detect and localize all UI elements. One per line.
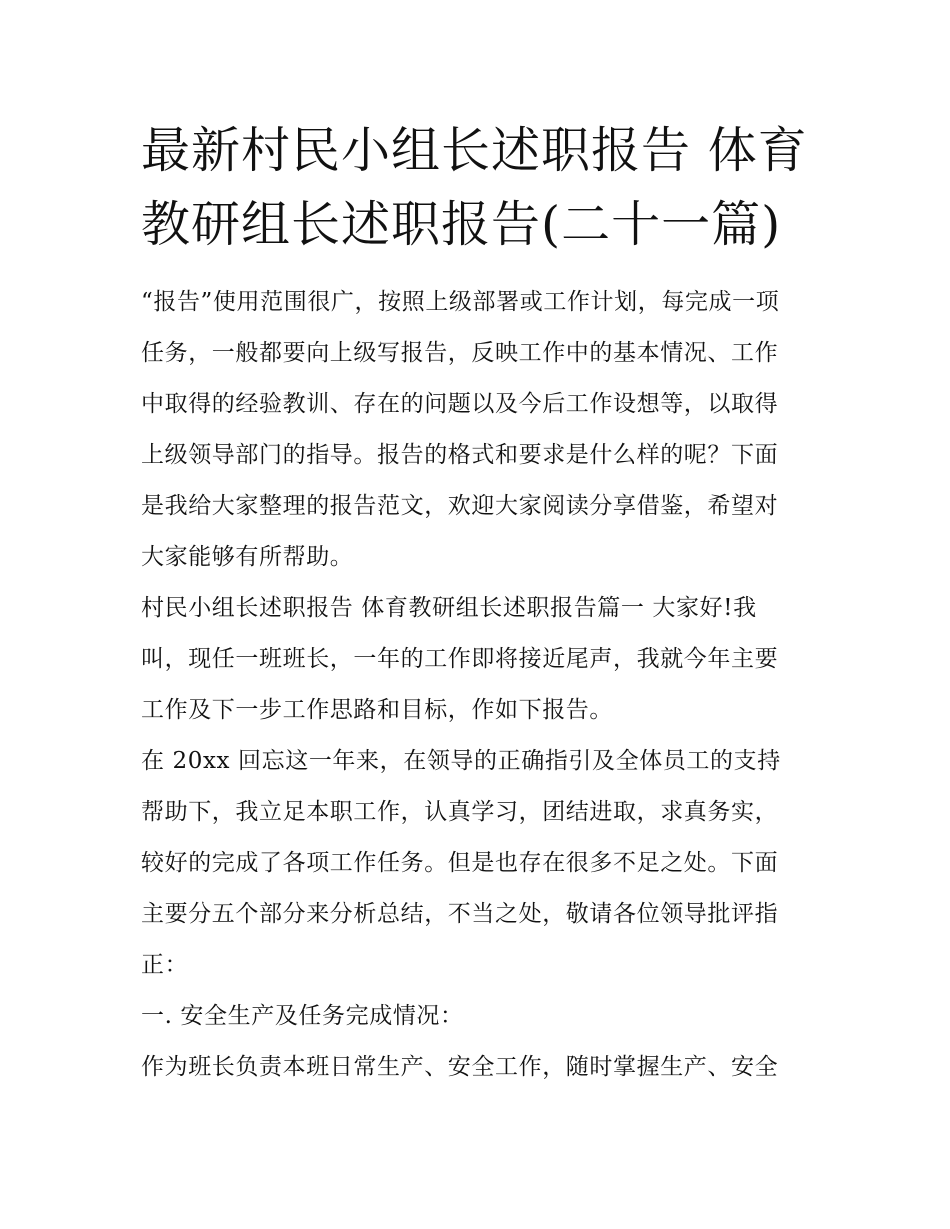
- text-line: 较好的完成了各项工作任务。但是也存在很多不足之处。下面: [141, 850, 779, 876]
- section-heading: [141, 991, 821, 1042]
- text-line: 工作及下一步工作思路和目标，作如下报告。: [141, 697, 613, 723]
- title-line: 最新村民小组长述职报告 体育: [141, 122, 808, 179]
- document-body: [141, 277, 821, 1093]
- greeting-paragraph: [141, 583, 821, 736]
- text-line: 是我给大家整理的报告范文，欢迎大家阅读分享借鉴，希望对: [141, 493, 779, 519]
- text-line: 上级领导部门的指导。报告的格式和要求是什么样的呢？下面: [141, 442, 779, 468]
- text-line: 任务，一般都要向上级写报告，反映工作中的基本情况、工作: [141, 340, 779, 366]
- text-line: 在 20xx 回忘这一年来，在领导的正确指引及全体员工的支持: [141, 748, 781, 774]
- text-line: 正：: [141, 952, 189, 978]
- review-paragraph: [141, 736, 821, 991]
- text-line: 作为班长负责本班日常生产、安全工作，随时掌握生产、安全: [141, 1054, 779, 1080]
- text-line: 大家能够有所帮助。: [141, 544, 354, 570]
- safety-paragraph: [141, 1042, 821, 1093]
- text-line: 一. 安全生产及任务完成情况：: [141, 1003, 464, 1029]
- intro-paragraph: [141, 277, 821, 583]
- text-line: 主要分五个部分来分析总结，不当之处，敬请各位领导批评指: [141, 901, 779, 927]
- title-line: 教研组长述职报告(二十一篇): [141, 196, 782, 253]
- text-line: 叫，现任一班班长，一年的工作即将接近尾声，我就今年主要: [141, 646, 779, 672]
- document-title: [141, 114, 821, 262]
- text-line: 中取得的经验教训、存在的问题以及今后工作设想等，以取得: [141, 391, 779, 417]
- text-line: “报告”使用范围很广，按照上级部署或工作计划，每完成一项: [141, 289, 780, 315]
- text-line: 帮助下，我立足本职工作，认真学习，团结进取，求真务实，: [141, 799, 779, 825]
- text-line: 村民小组长述职报告 体育教研组长述职报告篇一 大家好!我: [141, 595, 757, 621]
